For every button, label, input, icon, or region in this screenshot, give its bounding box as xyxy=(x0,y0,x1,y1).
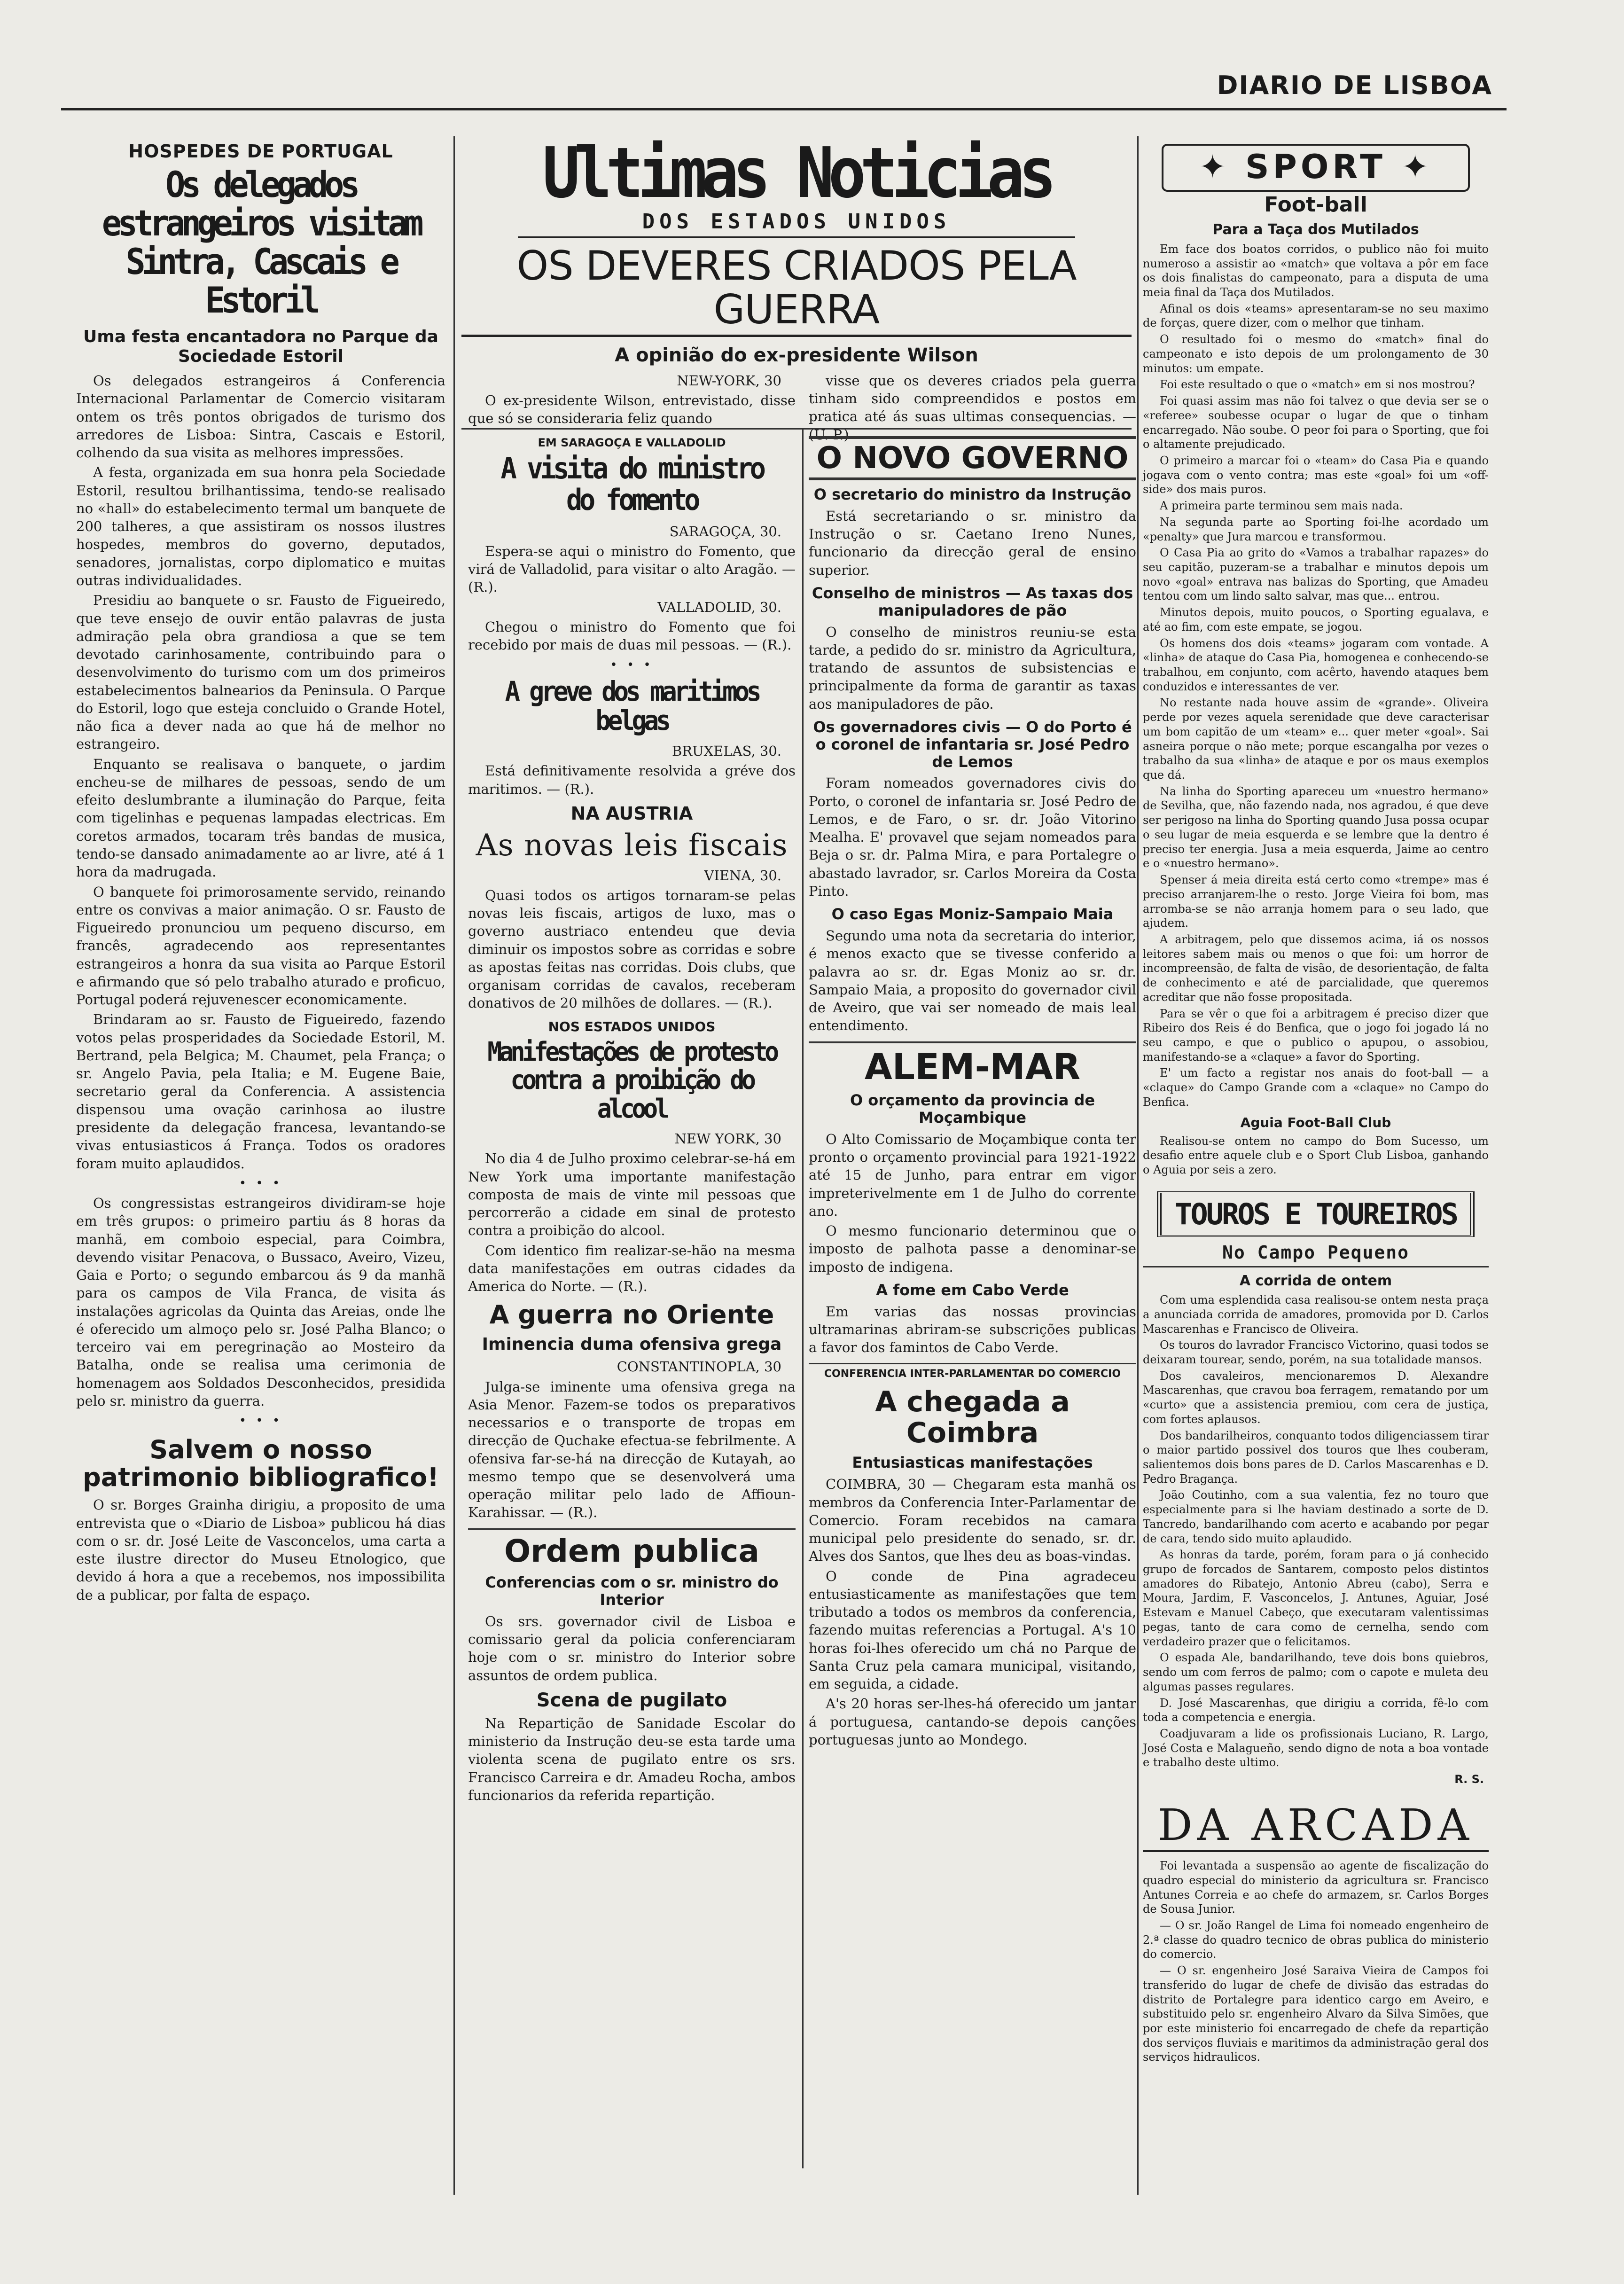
headline-da-arcada: DA ARCADA xyxy=(1143,1800,1489,1852)
headline-greve: A greve dos maritimos belgas xyxy=(505,675,759,737)
subhead-cabo-verde: A fome em Cabo Verde xyxy=(876,1281,1069,1299)
ultimas-noticias-section xyxy=(456,136,1137,2195)
article-paragraph: A primeira parte terminou sem mais nada. xyxy=(1160,499,1403,513)
article-paragraph: Espera-se aqui o ministro do Fomento, que virá de Valladolid, para visitar o alto Aragão. — (R.). xyxy=(468,543,796,595)
article-paragraph: Para se vêr o que foi a arbitragem é preciso dizer que Ribeiro dos Reis é do Benfica, que o jogo foi jogado lá no seu campo, e que o publico o apupou, o assobiou, manifestando-se a «claque» a favor do Sporting. xyxy=(1143,1007,1489,1064)
column-hospedes xyxy=(70,136,451,2195)
touros-subtitle: No Campo Pequeno xyxy=(1143,1243,1489,1267)
dateline: VALLADOLID, 30. xyxy=(657,599,781,615)
article-paragraph: O mesmo funcionario determinou que o imposto de palhota passe a denominar-se imposto de indigena. xyxy=(809,1223,1136,1275)
column-sport xyxy=(1137,136,1494,2195)
headline-fomento: A visita do ministro do fomento xyxy=(500,451,763,517)
kicker-austria: NA AUSTRIA xyxy=(570,803,693,824)
star-icon: ✦ xyxy=(1199,148,1246,186)
banner-subtitle: DOS ESTADOS UNIDOS xyxy=(518,210,1075,238)
wilson-subhead: A opinião do ex-presidente Wilson xyxy=(615,344,978,366)
subhead-secretario: O secretario do ministro da Instrução xyxy=(813,485,1132,504)
article-paragraph: O resultado foi o mesmo do «match» final do campeonato e isto depois de um prolongamento de 30 minutos: um empate. xyxy=(1143,333,1489,375)
column-estrangeiro xyxy=(461,430,802,1806)
headline-novo-governo: O NOVO GOVERNO xyxy=(809,436,1136,480)
dateline: SARAGOÇA, 30. xyxy=(669,523,781,540)
article-paragraph: Chegou o ministro do Fomento que foi recebido por mais de duas mil pessoas. — (R.). xyxy=(468,618,796,653)
star-icon: ✦ xyxy=(1386,148,1433,186)
article-paragraph: Afinal os dois «teams» apresentaram-se no seu maximo de forças, quere dizer, com o melhor que tinham. xyxy=(1143,302,1489,330)
article-paragraph: Realisou-se ontem no campo do Bom Sucesso, um desafio entre aquele club e o Sport Club Lisboa, ganhando o Aguia por seis a zero. xyxy=(1143,1134,1489,1177)
column-rule xyxy=(453,136,455,2195)
article-paragraph: O espada Ale, bandarilhando, teve dois bons quiebros, sendo um com ferros de palmo; com o capote e muleta deu algumas passes regulares. xyxy=(1143,1651,1489,1693)
subhead-aguia: Aguia Foot-Ball Club xyxy=(1240,1114,1391,1130)
separator-dots: • • • xyxy=(239,1414,283,1428)
headline-oriente: A guerra no Oriente xyxy=(489,1300,774,1330)
masthead: DIARIO DE LISBOA xyxy=(1217,70,1492,100)
headline-pugilato: Scena de pugilato xyxy=(536,1689,727,1711)
sport-box-label: SPORT xyxy=(1245,148,1386,186)
headline-coimbra: A chegada a Coimbra xyxy=(875,1385,1070,1450)
article-paragraph: Os congressistas estrangeiros dividiram-se hoje em três grupos: o primeiro partiu ás 8 horas da manhã, em comboio especial, para Coimbra, devendo visitar Penacova, o Bussaco, Aveiro, Vizeu, Gaia e Porto; o segundo embarcou ás 9 da manhã para os campos de Vila Franca, de visita ás instalações agricolas da Quinta das Areias, onde lhe é oferecido um almoço pelo sr. José Palha Blanco; o terceiro vai em peregrinação ao Mosteiro da Batalha, onde se realisa uma cerimonia de homenagem aos Soldados Desconhecidos, presidida pelo sr. ministro da guerra. xyxy=(76,1195,445,1409)
article-paragraph: Com identico fim realizar-se-hão na mesma data manifestações em outras cidades da America do Norte. — (R.). xyxy=(468,1242,796,1295)
article-paragraph: Minutos depois, muito poucos, o Sporting egualava, e até ao fim, com este empate, se jogou. xyxy=(1143,606,1489,634)
dateline: NEW YORK, 30 xyxy=(674,1131,781,1147)
article-paragraph: Em face dos boatos corridos, o publico não foi muito numeroso a assistir ao «match» que voltava a pôr em face os dois finalistas do campeonato, para a disputa de uma meia final da Taça dos Mutilados. xyxy=(1143,242,1489,299)
article-paragraph: Com uma esplendida casa realisou-se ontem nesta praça a anunciada corrida de amadores, promovida por D. Carlos Mascarenhas e Francisco de Oliveira. xyxy=(1143,1293,1489,1336)
subhead-mocambique: O orçamento da provincia de Moçambique xyxy=(850,1091,1095,1126)
article-paragraph: Brindaram ao sr. Fausto de Figueiredo, fazendo votos pelas prosperidades da Sociedade Estoril, M. Bertrand, pela Belgica; M. Chaumet, pela França; o sr. Angelo Pavia, pela Italia; e M. Eugene Baie, secretario geral da Conferencia. A assistencia dispensou uma ovação carinhosa ao ilustre presidente da delegação francesa, levantando-se vivas entusiasticos á França. Todos os oradores foram muito aplaudidos. xyxy=(76,1011,445,1172)
article-paragraph: Os touros do lavrador Francisco Victorino, quasi todos se deixaram tourear, sendo, porém, na sua totalidade mansos. xyxy=(1143,1338,1489,1366)
headline-patrimonio: Salvem o nosso patrimonio bibliografico! xyxy=(83,1434,439,1492)
separator-dots: • • • xyxy=(239,1176,283,1190)
article-paragraph: Na linha do Sporting apareceu um «nuestro hermano» de Sevilha, que, não fazendo nada, nos agradou, é que deve ser perigoso na linha do Sporting quando Jusa possa ocupar o seu lugar de meia esquerda e se lembre que la dentro é preciso ter energia. Jusa a meia esquerda, Jaime ao centro e o «nuestro hermano». xyxy=(1143,784,1489,870)
middle-columns xyxy=(461,428,1136,2168)
article-paragraph: As honras da tarde, porém, foram para o já conhecido grupo de forcados de Santarem, composto pelos distintos amadores do Ribatejo, Antonio Abreu (cabo), Serra e Moura, Jardim, F. Vasconcelos, J. Antunes, Aguiar, José Estevam e Manuel Cabeço, que executaram valentissimas pegas, tanto de cara como de cernelha, sendo com verdadeiro prazer que o felicitamos. xyxy=(1143,1548,1489,1648)
article-paragraph: Os homens dos dois «teams» jogaram com vontade. A «linha» de ataque do Casa Pia, homogenea e conhecendo-se trabalhou, em conjunto, com acêrto, havendo ataques bem conduzidos e interessantes de ver. xyxy=(1143,636,1489,693)
top-rule xyxy=(61,108,1507,110)
subhead-ofensiva: Iminencia duma ofensiva grega xyxy=(482,1334,782,1354)
article-paragraph: Os delegados estrangeiros á Conferencia Internacional Parlamentar de Comercio visitaram ontem os três pontos obrigados de turismo dos arredores de Lisboa: Sintra, Cascais e Estoril, colhendo da sua visita as melhores impressões. xyxy=(76,373,445,461)
article-paragraph: Foram nomeados governadores civis do Porto, o coronel de infantaria sr. José Pedro de Lemos, e de Faro, o sr. dr. João Vitorino Mealha. E' provavel que sejam nomeados para Beja o sr. dr. Palma Mira, e para Portalegre o abastado lavrador, sr. Carlos Moreira da Costa Pinto. xyxy=(809,775,1136,899)
banner-title: Ultimas Noticias xyxy=(542,136,1051,213)
article-paragraph: Quasi todos os artigos tornaram-se pelas novas leis fiscais, artigos de luxo, mas o governo austriaco entendeu que devia diminuir os impostos sobre as corridas e sobre as apostas feitas nas corridas. Dois clubs, que organisam corridas de cavalos, receberam donativos de 20 milhões de dollares. — (R.). xyxy=(468,887,796,1011)
article-paragraph: visse que os deveres criados pela guerra tinham sido compreendidos e postos em pratica até ás suas ultimas consequencias. — (U. P.) xyxy=(809,372,1136,443)
headline-alem-mar: ALEM-MAR xyxy=(809,1041,1136,1087)
article-paragraph: Na Repartição de Sanidade Escolar do ministerio da Instrução deu-se esta tarde uma violenta scena de pugilato entre os srs. Francisco Carreira e dr. Amadeu Rocha, ambos funcionarios da referida repartição. xyxy=(468,1715,796,1803)
headline-alcool: Manifestações de protesto contra a proibição do alcool xyxy=(487,1036,776,1124)
separator-dots: • • • xyxy=(610,657,654,672)
headline-leis-fiscais: As novas leis fiscais xyxy=(476,828,788,863)
article-paragraph: Enquanto se realisava o banquete, o jardim encheu-se de milhares de pessoas, sendo de um efeito deslumbrante a iluminação do Parque, feita com tigelinhas e pequenas lampadas electricas. Em coretos armados, tocaram três bandas de musica, tendo-se dansado animadamente ao ar livre, até á 1 hora da madrugada. xyxy=(76,756,445,880)
article-paragraph: João Coutinho, com a sua valentia, fez no touro que especialmente para si lhe haviam destinado a sorte de D. Tancredo, bandarilhando com acerto e acabando por pegar de cara, tendo sido muito aplaudido. xyxy=(1143,1488,1489,1545)
article-paragraph: — O sr. João Rangel de Lima foi nomeado engenheiro de 2.ª classe do quadro tecnico de obras publica do ministerio do comercio. xyxy=(1143,1918,1489,1961)
article-paragraph: Na segunda parte ao Sporting foi-lhe acordado um «penalty» que Jura marcou e transformou. xyxy=(1143,515,1489,543)
article-paragraph: A arbitragem, pelo que dissemos acima, iá os nossos leitores sabem mais ou menos o que foi: um horror de incompreensão, de falta de visão, de desorientação, de falta de conhecimento e até de parcialidade, que queremos acreditar que não fosse propositada. xyxy=(1143,932,1489,1004)
article-paragraph: Foi este resultado o que o «match» em si nos mostrou? xyxy=(1160,378,1475,391)
kicker-conferencia: CONFERENCIA INTER-PARLAMENTAR DO COMERCIO xyxy=(809,1363,1136,1380)
article-paragraph: Está secretariando o sr. ministro da Instrução o sr. Caetano Ireno Nunes, funcionario da direcção geral de ensino superior. xyxy=(809,508,1136,578)
signature: R. S. xyxy=(1454,1773,1484,1786)
article-paragraph: O conselho de ministros reuniu-se esta tarde, a pedido do sr. ministro da Agricultura, tratando de assuntos de subsistencias e principalmente da forma de garantir as taxas aos manipuladores de pão. xyxy=(809,624,1136,712)
article-paragraph: COIMBRA, 30 — Chegaram esta manhã os membros da Conferencia Inter-Parlamentar de Comercio. Foram recebidos na camara municipal pelo presidente do senado, sr. dr. Alves dos Santos, que lhes deu as boas-vindas. xyxy=(809,1476,1136,1564)
article-paragraph: O conde de Pina agradeceu entusiasticamente as manifestações que tem tributado a todos os membros da conferencia, fazendo muitas referencias a Portugal. A's 10 horas foi-lhes oferecido um chá no Parque de Santa Cruz pela camara municipal, visitando, em seguida, a cidade. xyxy=(809,1568,1136,1692)
subhead-corrida: A corrida de ontem xyxy=(1239,1272,1392,1289)
kicker-saragoca: EM SARAGOÇA E VALLADOLID xyxy=(538,436,726,449)
article-paragraph: O primeiro a marcar foi o «team» do Casa Pia e quando jogava com o vento contra; mas este «goal» foi um «off-side» dos mais puros. xyxy=(1143,454,1489,496)
subhead-festa: Uma festa encantadora no Parque da Sociedade Estoril xyxy=(83,327,438,366)
article-paragraph: Em varias das nossas provincias ultramarinas abriram-se subscrições publicas a favor dos famintos de Cabo Verde. xyxy=(809,1303,1136,1356)
article-paragraph: — O sr. engenheiro José Saraiva Vieira de Campos foi transferido do lugar de chefe de divisão das estradas do distrito de Portalegre para identico cargo em Aveiro, e substituido pelo sr. engenheiro Alvaro da Silva Simões, que por este ministerio foi encarregado de chefe da repartição dos serviços fluviais e maritimos da administração geral dos serviços hidraulicos. xyxy=(1143,1964,1489,2064)
article-paragraph: O Alto Comissario de Moçambique conta ter pronto o orçamento provincial para 1921-1922 até 15 de Junho, para entrar em vigor impreterivelmente em 1 de Julho do corrente ano. xyxy=(809,1131,1136,1219)
touros-box: TOUROS E TOUREIROS xyxy=(1157,1191,1475,1237)
article-paragraph: No dia 4 de Julho proximo celebrar-se-há em New York uma importante manifestação composta de mais de vinte mil pessoas que percorrerão a cidade em sinal de protesto contra a proibição do alcool. xyxy=(468,1150,796,1239)
dateline: CONSTANTINOPLA, 30 xyxy=(617,1359,781,1375)
article-paragraph: Foi quasi assim mas não foi talvez o que devia ser se o «referee» soubesse ocupar o lugar de que o tinham encarregado. Não soube. O peor foi para o Sporting, que foi o altamente prejudicado. xyxy=(1143,394,1489,451)
kicker-estados-unidos: NOS ESTADOS UNIDOS xyxy=(548,1018,716,1034)
article-paragraph: Está definitivamente resolvida a gréve dos maritimos. — (R.). xyxy=(468,763,796,797)
headline-delegados: Os delegados estrangeiros visitam Sintra, Cascais e Estoril xyxy=(102,164,420,321)
article-paragraph: Dos bandarilheiros, conquanto todos diligenciassem tirar o maior partido possivel dos touros que lhes couberam, salientemos dois bons pares de D. Carlos Mascarenhas e D. Pedro Bragança. xyxy=(1143,1429,1489,1486)
dateline: NEW-YORK, 30 xyxy=(677,372,781,389)
headline-ordem-publica: Ordem publica xyxy=(468,1528,796,1569)
article-paragraph: E' um facto a registar nos anais do foot-ball — a «claque» do Campo Grande com a «claque» no Campo do Benfica. xyxy=(1143,1066,1489,1109)
sport-box xyxy=(1162,144,1470,192)
article-paragraph: Coadjuvaram a lide os profissionais Luciano, R. Largo, José Costa e Malagueño, sendo digno de nota a boa vontade e trabalho deste ultimo. xyxy=(1143,1727,1489,1769)
article-paragraph: O ex-presidente Wilson, entrevistado, disse que só se consideraria feliz quando xyxy=(468,392,796,427)
subhead-mutilados: Para a Taça dos Mutilados xyxy=(1212,221,1419,238)
column-governo xyxy=(802,430,1137,1751)
subhead-conferencias: Conferencias com o sr. ministro do Interior xyxy=(485,1573,779,1609)
article-paragraph: Foi levantada a suspensão ao agente de fiscalização do quadro especial do ministerio da agricultura sr. Francisco Antunes Correia e ao chefe do armazem, sr. Carlos Borges de Sousa Junior. xyxy=(1143,1859,1489,1916)
article-paragraph: O sr. Borges Grainha dirigiu, a proposito de uma entrevista que o «Diario de Lisboa» publicou há dias com o sr. dr. José Leite de Vasconcelos, uma carta a este ilustre director do Museu Etnologico, que devido á hora a que a recebemos, nos impossibilita de a publicar, por falta de espaço. xyxy=(76,1497,445,1603)
article-paragraph: Os srs. governador civil de Lisboa e comissario geral da policia conferenciaram hoje com o sr. ministro do Interior sobre assuntos de ordem publica. xyxy=(468,1613,796,1683)
dateline: BRUXELAS, 30. xyxy=(672,743,781,759)
banner-headline: OS DEVERES CRIADOS PELA GUERRA xyxy=(461,244,1132,337)
article-paragraph: Segundo uma nota da secretaria do interior, é menos exacto que se tivesse conferido a palavra ao sr. dr. Egas Moniz ao sr. dr. Sampaio Maia, a proposito do governador civil de Aveiro, que vai ser nomeado de mais leal entendimento. xyxy=(809,927,1136,1034)
article-paragraph: A festa, organizada em sua honra pela Sociedade Estoril, resultou brilhantissima, tendo-se realisado no «hall» do estabelecimento termal um banquete de 200 talheres, a que assistiram os nossos ilustres hospedes, membros do governo, deputados, senadores, jornalistas, corpo diplomatico e muitas outras individualidades. xyxy=(76,464,445,589)
article-paragraph: O banquete foi primorosamente servido, reinando entre os convivas a maior animação. O sr. Fausto de Figueiredo pronunciou um pequeno discurso, em francês, agradecendo aos representantes estrangeiros a honra da sua visita ao Parque Estoril e afirmando que só pelo trabalho aturado e proficuo, Portugal poderá rejuvenescer economicamente. xyxy=(76,884,445,1008)
article-paragraph: Julga-se iminente uma ofensiva grega na Asia Menor. Fazem-se todos os preparativos necessarios e o transporte de tropas em direcção de Quchake efectua-se febrilmente. A ofensiva far-se-há na direcção de Kutayah, ao mesmo tempo que se desenvolverá uma operação militar pelo lado de Affioun-Karahissar. — (R.). xyxy=(468,1378,796,1521)
article-paragraph: Dos cavaleiros, mencionaremos D. Alexandre Mascarenhas, que cravou boa ferragem, rematando por um «curto» que a assistencia premiou, com cera de justiça, com fortes aplausos. xyxy=(1143,1369,1489,1426)
subhead-governadores: Os governadores civis — O do Porto é o coronel de infantaria sr. José Pedro de Lemos xyxy=(813,718,1132,771)
subhead-egas-moniz: O caso Egas Moniz-Sampaio Maia xyxy=(831,905,1114,923)
article-paragraph: No restante nada houve assim de «grande». Oliveira perde por vezes aquela serenidade que deve caracterisar um bom capitão de um «team» e... quer meter «goal». Sai asneira porque o não mete; porque escangalha por vezes o trabalho da sua «linha» de ataque e por os maus exemplos que dá. xyxy=(1143,696,1489,782)
section-kicker: HOSPEDES DE PORTUGAL xyxy=(128,141,393,162)
headline-foot-ball: Foot-ball xyxy=(1264,193,1367,217)
article-paragraph: O Casa Pia ao grito do «Vamos a trabalhar rapazes» do seu capitão, puzeram-se a trabalhar e minutos depois um novo «goal» entrava nas balizas do Sporting, que Amadeu tentou com um lindo salto salvar, mas que... entrou. xyxy=(1143,546,1489,603)
article-paragraph: Presidiu ao banquete o sr. Fausto de Figueiredo, que teve ensejo de ouvir então palavras de justa admiração pela obra grandiosa a que se tem devotado carinhosamente, contribuindo para o desenvolvimento do turismo com um dos primeiros estabelecimentos balnearios da Peninsula. O Parque do Estoril, logo que esteja concluido o Grande Hotel, não fica a dever nada ao que há de melhor no estrangeiro. xyxy=(76,592,445,752)
article-paragraph: Spenser á meia direita está certo como «trempe» mas é preciso arranjarem-lhe o resto. Jorge Vieira foi bom, mas arromba-se se não arranja homem para o seu lado, que ajudem. xyxy=(1143,873,1489,930)
subhead-conselho: Conselho de ministros — As taxas dos manipuladores de pão xyxy=(812,584,1133,619)
article-paragraph: A's 20 horas ser-lhes-há oferecido um jantar á portuguesa, cantando-se depois canções portuguesas junto ao Mondego. xyxy=(809,1696,1136,1748)
dateline: VIENA, 30. xyxy=(704,867,781,884)
subhead-entusiasticas: Entusiasticas manifestações xyxy=(852,1454,1093,1472)
article-paragraph: D. José Mascarenhas, que dirigiu a corrida, fê-lo com toda a competencia e energia. xyxy=(1143,1696,1489,1724)
